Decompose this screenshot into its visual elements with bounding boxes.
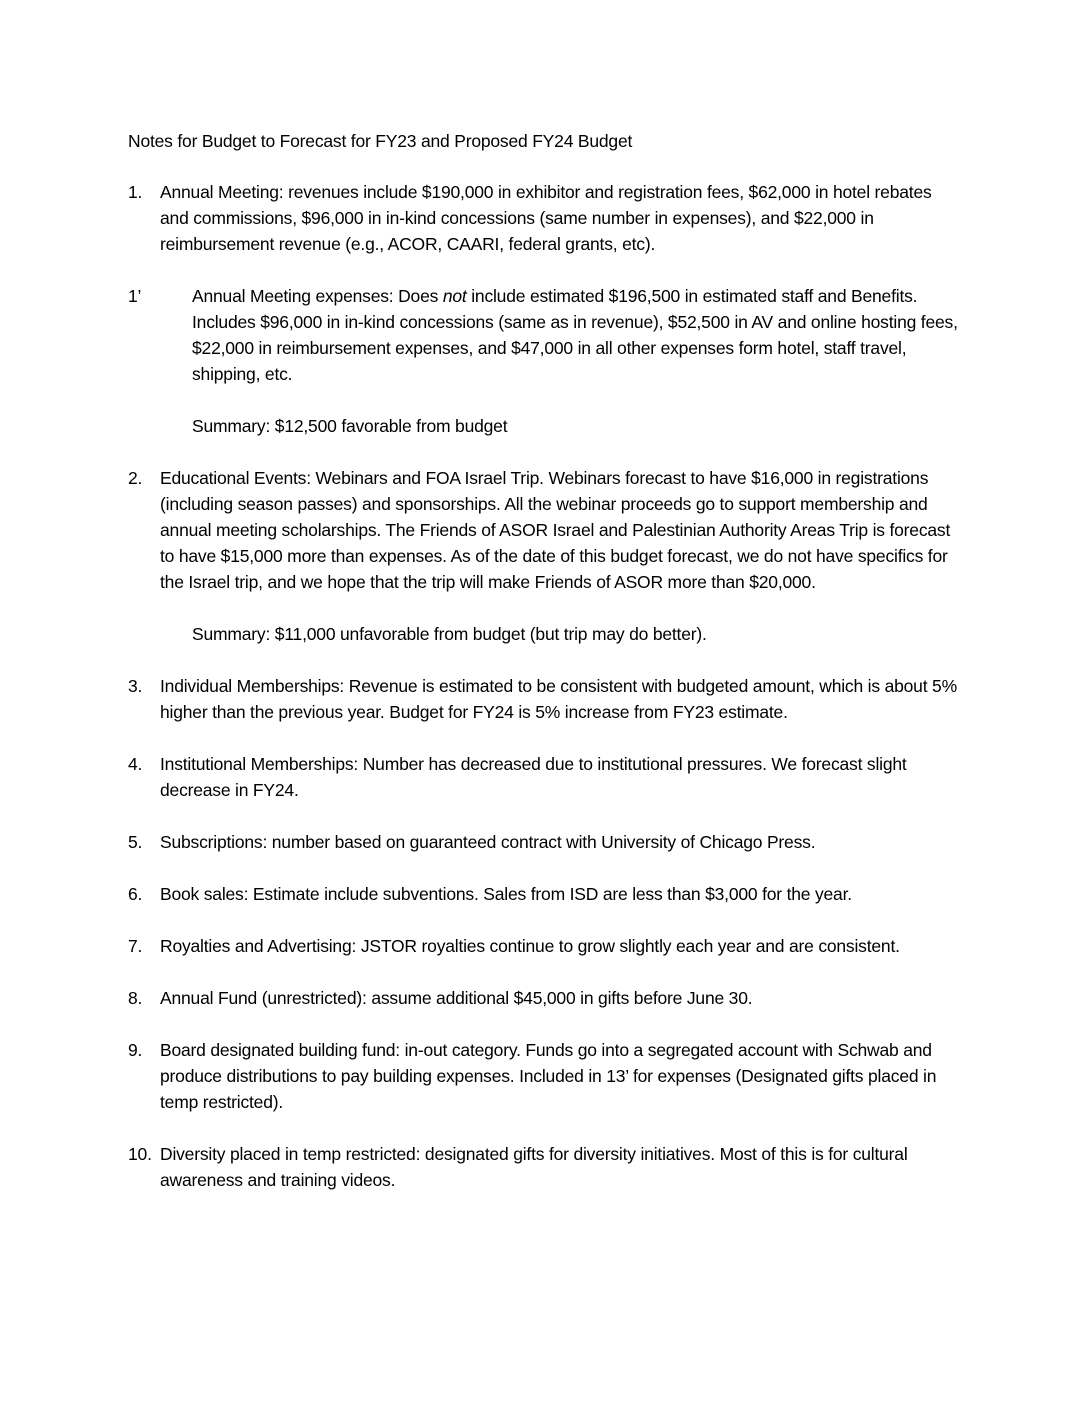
document-body — [128, 128, 958, 1219]
list-item-number: 1. — [128, 182, 143, 202]
list-item-text-part: Annual Meeting expenses: Does — [192, 286, 443, 306]
list-item-royalties-advertising — [128, 933, 958, 959]
list-item-individual-memberships — [128, 673, 958, 725]
list-item-text-part: include estimated $196,500 in estimated staff and Benefits. Includes $96,000 in in-kind concessions (same as in revenue), $52,500 in AV and online hosting fees, $22,000 in reimbursement expenses, and $47,000 in all other expenses form hotel, staff travel, shipping, etc. — [192, 286, 958, 384]
list-item-text: Annual Meeting: revenues include $190,000 in exhibitor and registration fees, $62,000 in hotel rebates and commissions, $96,000 in in-kind concessions (same number in expenses), and $22,000 in reimbursement revenue (e.g., ACOR, CAARI, federal grants, etc). — [160, 182, 932, 254]
list-item-number: 5. — [128, 832, 143, 852]
list-item-text: Board designated building fund: in-out category. Funds go into a segregated account with Schwab and produce distributions to pay building expenses. Included in 13’ for expenses (Designated gifts placed in temp restricted). — [160, 1040, 937, 1112]
list-item-text: Book sales: Estimate include subventions. Sales from ISD are less than $3,000 for the year. — [160, 884, 852, 904]
list-item-number: 6. — [128, 884, 143, 904]
list-item-number: 3. — [128, 676, 143, 696]
annual-meeting-summary: Summary: $12,500 favorable from budget — [192, 416, 508, 436]
list-item-text: Annual Fund (unrestricted): assume additional $45,000 in gifts before June 30. — [160, 988, 753, 1008]
list-item-number: 9. — [128, 1040, 143, 1060]
list-item-diversity — [128, 1141, 958, 1193]
emphasis-text: not — [442, 286, 467, 306]
list-item-text: Diversity placed in temp restricted: designated gifts for diversity initiatives. Most of this is for cultural awareness and training videos. — [160, 1144, 908, 1190]
list-item-text: Royalties and Advertising: JSTOR royalties continue to grow slightly each year and are consistent. — [160, 936, 900, 956]
list-item-text: Individual Memberships: Revenue is estimated to be consistent with budgeted amount, which is about 5% higher than the previous year. Budget for FY24 is 5% increase from FY23 estimate. — [160, 676, 957, 722]
educational-events-summary: Summary: $11,000 unfavorable from budget (but trip may do better). — [192, 624, 707, 644]
list-item-number: 2. — [128, 468, 143, 488]
list-item-text — [192, 283, 958, 387]
list-item-subscriptions — [128, 829, 958, 855]
list-item-text: Institutional Memberships: Number has decreased due to institutional pressures. We forecast slight decrease in FY24. — [160, 754, 907, 800]
list-item-number: 1’ — [128, 286, 142, 306]
list-item-number: 7. — [128, 936, 143, 956]
list-item-text: Subscriptions: number based on guaranteed contract with University of Chicago Press. — [160, 832, 816, 852]
list-item-annual-meeting-expenses — [128, 283, 958, 387]
list-item-book-sales — [128, 881, 958, 907]
list-item-number: 8. — [128, 988, 143, 1008]
list-item-educational-events — [128, 465, 958, 595]
list-item-number: 10. — [128, 1144, 152, 1164]
list-item-building-fund — [128, 1037, 958, 1115]
list-item-text: Educational Events: Webinars and FOA Israel Trip. Webinars forecast to have $16,000 in registrations (including season passes) and sponsorships. All the webinar proceeds go to support membership and annual meeting scholarships. The Friends of ASOR Israel and Palestinian Authority Areas Trip is forecast to have $15,000 more than expenses. As of the date of this budget forecast, we do not have specifics for the Israel trip, and we hope that the trip will make Friends of ASOR more than $20,000. — [160, 468, 951, 592]
list-item-annual-meeting-revenue — [128, 179, 958, 257]
list-item-annual-fund — [128, 985, 958, 1011]
list-item-number: 4. — [128, 754, 143, 774]
list-item-institutional-memberships — [128, 751, 958, 803]
document-title: Notes for Budget to Forecast for FY23 and Proposed FY24 Budget — [128, 131, 633, 151]
